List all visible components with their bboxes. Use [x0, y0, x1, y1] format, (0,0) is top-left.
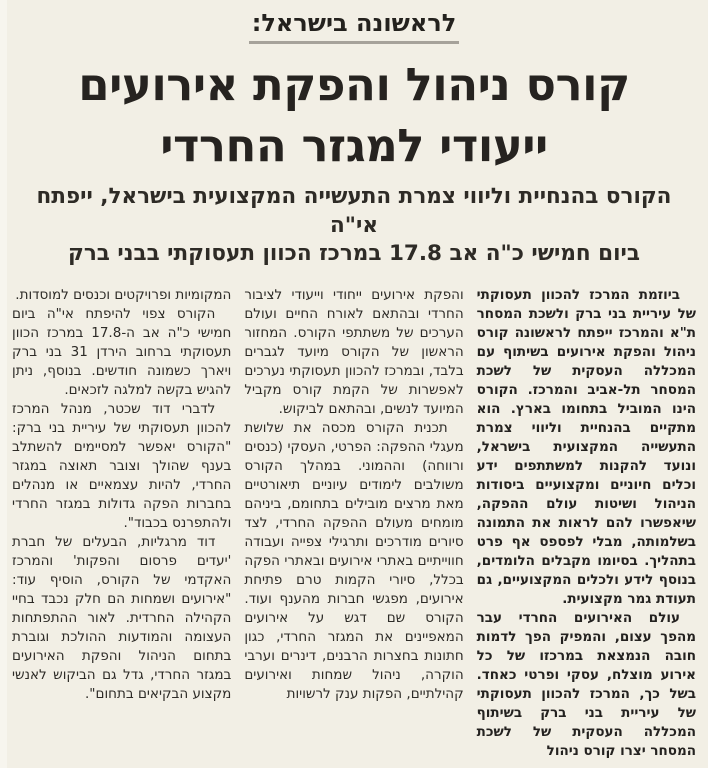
article-paragraph: לדברי דוד שכטר, מנהל המרכז להכוון תעסוקתי של עיריית בני ברק: "הקורס יאפשר למסיימים להשתלב בענף שהולך וצובר תאוצה במגזר החרדי, להיות עצמאיים או מנהלים בחברות הפקה גדולות במגזר החרדי ולהתפרנס בכבוד". — [12, 400, 232, 531]
page-edge-strip — [0, 0, 7, 768]
kicker: לראשונה בישראל: — [249, 10, 460, 44]
article-column-middle — [244, 286, 463, 761]
article-body — [12, 286, 696, 761]
subheadline-line-2: ביום חמישי כ"ה אב 17.8 במרכז הכוון תעסוקתי בבני ברק — [68, 241, 640, 267]
article-paragraph: תכנית הקורס מכסה את שלושת מעגלי ההפקה: הפרטי, העסקי (כנסים ורווחה) וההמוני. במהלך הקורס משולבים לימודים עיוניים תיאורטיים מאת מרצים מובילים בתחומם, ביניהם מומחים מעולם ההפקה החרדי, לצד סיורים מודרכים ותרגילי צפייה ועבודה חווייתיים באתרי אירועים ובאתרי הפקה בכלל, סיורי הקמות טרם פתיחת אירועים, מפגשי חברות מהענף ועוד. הקורס שם דגש על אירועים המאפיינים את המגזר החרדי, כגון חתונות בחצרות הרבנים, דינרים וערבי הוקרה, ניהול שמחות ואירועים קהילתיים, הפקות ענק לרשויות — [244, 419, 464, 702]
article-paragraph: והפקת אירועים ייחודי וייעודי לציבור החרדי ובהתאם לאורח החיים ועולם הערכים של משתתפי הקורס. המחזור הראשון של הקורס מיועד לגברים בלבד, ובמרכז להכוון תעסוקתי נערכים לאפשרות של הקמת קורס מקביל המיועד לנשים, ובהתאם לביקוש. — [244, 286, 464, 417]
article-paragraph: ביוזמת המרכז להכוון תעסוקתי של עיריית בני ברק ולשכת המסחר ת"א והמרכז ייפתח לראשונה קורס ניהול והפקת אירועים בשיתוף עם המכללה העסקית של לשכת המסחר תל-אביב והמרכז. הקורס הינו המוביל בתחומו בארץ. הוא מתקיים בהנחיית וליווי צמרת התעשייה המקצועית בישראל, ונועד להקנות למשתתפים ידע וכלים חיוניים ומקצועיים ביסודות הניהול ושיטות עולם ההפקה, שיאפשרו להם לראות את התמונה בשלמותה, מבלי לפספס אף פרט בתהליך. בסיומו מקבלים הלומדים, בנוסף לידע ולכלים המקצועיים, גם תעודת גמר מקצועית. — [476, 286, 696, 607]
article-column-left — [12, 286, 231, 761]
article-paragraph: הקורס צפוי להיפתח אי"ה ביום חמישי כ"ה אב ה-17.8 במרכז הכוון תעסוקתי ברחוב הירדן 31 בני ברק ויארך כשמונה חודשים. בנוסף, ניתן להגיש בקשה למלגה לזכאים. — [12, 305, 232, 398]
article-paragraph: דוד מרגליות, הבעלים של חברת 'יעדים פרסום והפקות' והמרכז האקדמי של הקורס, הוסיף עוד: "אירועים ושמחות הם חלק נכבד בחיי הקהילה החרדית. לאור ההתפתחות העצומה והמודעות ההולכת וגוברת בתחום הניהול והפקת האירועים במגזר החרדי, גדל גם הביקוש לאנשי מקצוע הבקיאים בתחום". — [12, 533, 232, 702]
kicker-row — [12, 6, 696, 44]
article-paragraph: עולם האירועים החרדי עבר מהפך עצום, והמפיק הפך לדמות חובה הנמצאת במרכזו של כל אירוע מוצלח, עסקי ופרטי כאחד. בשל כך, המרכז להכוון תעסוקתי של עיריית בני ברק בשיתוף המכללה העסקית של לשכת המסחר יצרו קורס ניהול — [476, 609, 696, 759]
subheadline-line-1: הקורס בהנחיית וליווי צמרת התעשייה המקצועית בישראל, ייפתח אי"ה — [36, 183, 672, 238]
headline — [12, 54, 696, 176]
article-paragraph: המקומיות ופרויקטים וכנסים למוסדות. — [15, 286, 232, 303]
subheadline — [12, 183, 696, 269]
article-column-right — [477, 286, 696, 761]
headline-line-2: ייעודי למגזר החרדי — [160, 118, 548, 172]
headline-line-1: קורס ניהול והפקת אירועים — [78, 57, 630, 111]
